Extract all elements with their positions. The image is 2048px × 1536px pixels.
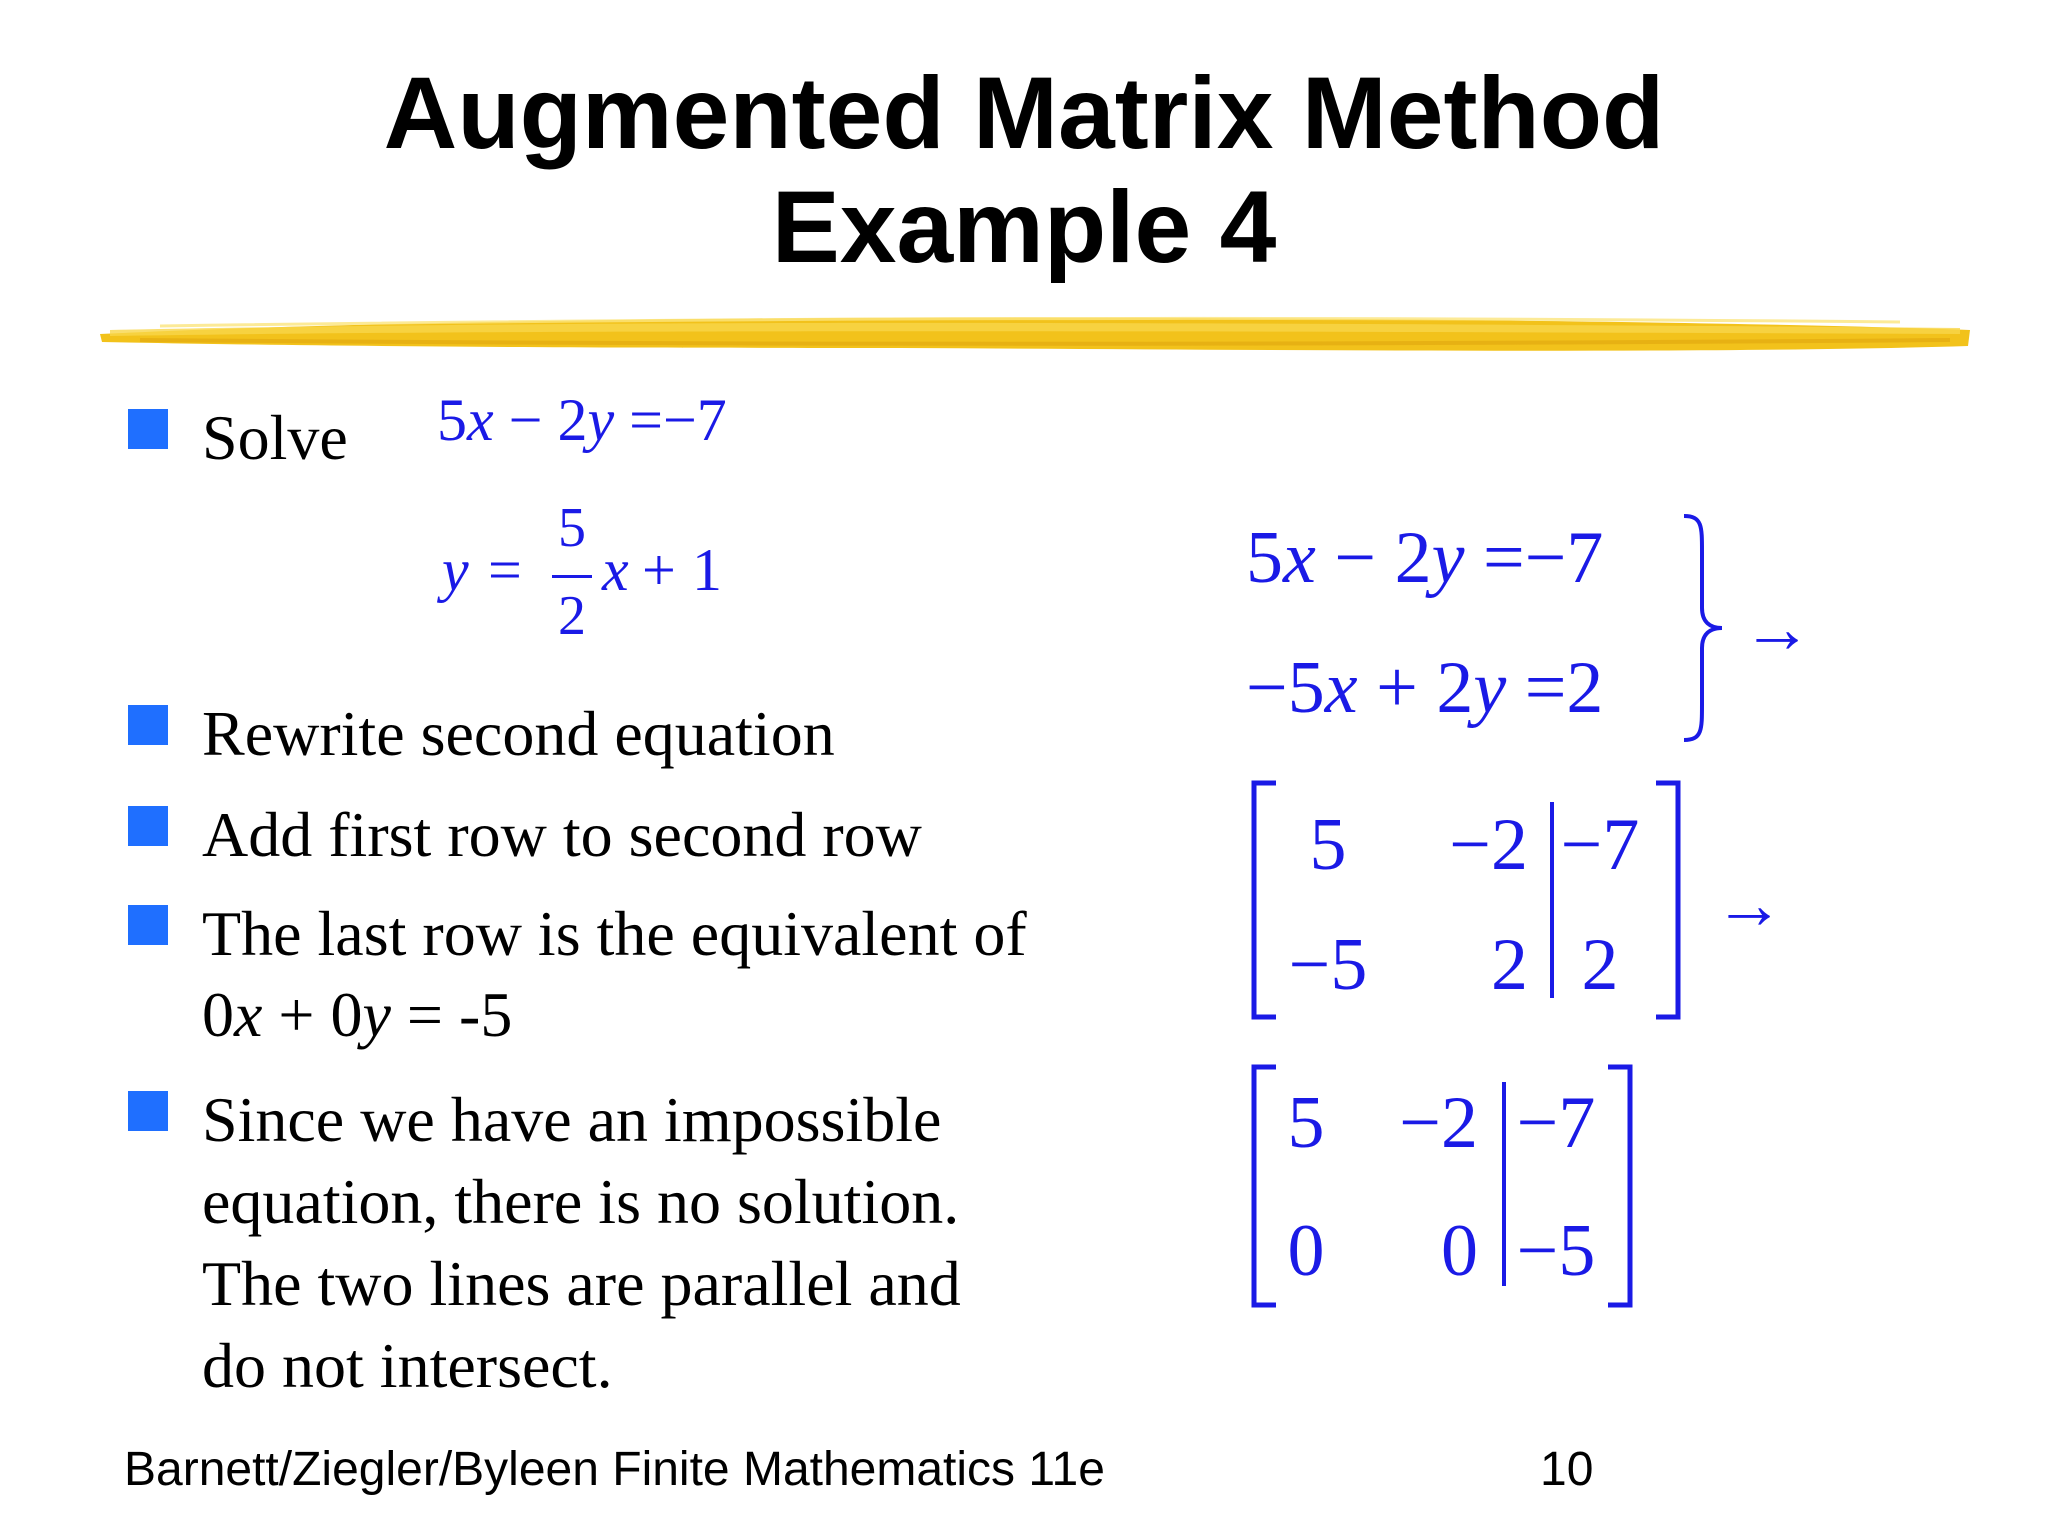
bullet-impossible-line-3: The two lines are parallel and [202, 1248, 961, 1319]
bullet-add-rows: Add first row to second row [202, 799, 922, 870]
matrix2-cell: 0 [1441, 1210, 1478, 1292]
rewritten-equation-2: −5x + 2y =2 [1246, 647, 1604, 729]
matrix2-cell: −2 [1399, 1082, 1478, 1164]
fraction-bar [552, 575, 592, 578]
matrix1-cell: 2 [1581, 924, 1619, 1006]
original-equation-2: y = 5 2 x + 1 [442, 497, 722, 647]
bullet-square-icon [128, 409, 168, 449]
matrix2-cell: −7 [1516, 1082, 1596, 1164]
bullet-last-row-equation: 0x + 0y = -5 [202, 979, 513, 1050]
matrix1-cell: −2 [1449, 804, 1528, 886]
bullet-square-icon [128, 905, 168, 945]
bullet-impossible-line-1: Since we have an impossible [202, 1084, 942, 1155]
matrix1-cell: −7 [1560, 804, 1640, 886]
matrix1-cell: 5 [1309, 804, 1347, 886]
right-bracket-icon [1654, 780, 1684, 1020]
bullet-impossible-line-2: equation, there is no solution. [202, 1166, 960, 1237]
matrix2-cell: 5 [1287, 1082, 1325, 1164]
slide-title: Augmented Matrix Method [383, 56, 1665, 170]
bullet-rewrite: Rewrite second equation [202, 698, 835, 769]
bullet-solve: Solve [202, 402, 348, 473]
matrix1-cell: −5 [1288, 924, 1368, 1006]
bullet-impossible-line-4: do not intersect. [202, 1330, 613, 1401]
rewritten-equation-1: 5x − 2y =−7 [1246, 517, 1604, 599]
augmented-matrix-1 [1248, 780, 1698, 1020]
original-equation-1: 5x − 2y =−7 [437, 387, 727, 453]
arrow-icon: → [1714, 867, 1784, 944]
matrix2-cell: −5 [1516, 1210, 1596, 1292]
footer-source: Barnett/Ziegler/Byleen Finite Mathematics 11e [124, 1443, 1105, 1496]
bullet-last-row: The last row is the equivalent of [202, 898, 1027, 969]
matrix2-cell: 0 [1287, 1210, 1325, 1292]
right-bracket-icon [1606, 1064, 1636, 1308]
augmented-matrix-2 [1248, 1064, 1668, 1308]
bullet-square-icon [128, 1091, 168, 1131]
page-number: 10 [1540, 1443, 1594, 1496]
bullet-square-icon [128, 705, 168, 745]
highlighter-stroke [100, 290, 1970, 370]
arrow-icon: → [1742, 591, 1812, 668]
matrix1-cell: 2 [1491, 924, 1528, 1006]
slide-subtitle: Example 4 [771, 170, 1277, 284]
right-brace-icon [1680, 512, 1726, 744]
bullet-square-icon [128, 806, 168, 846]
